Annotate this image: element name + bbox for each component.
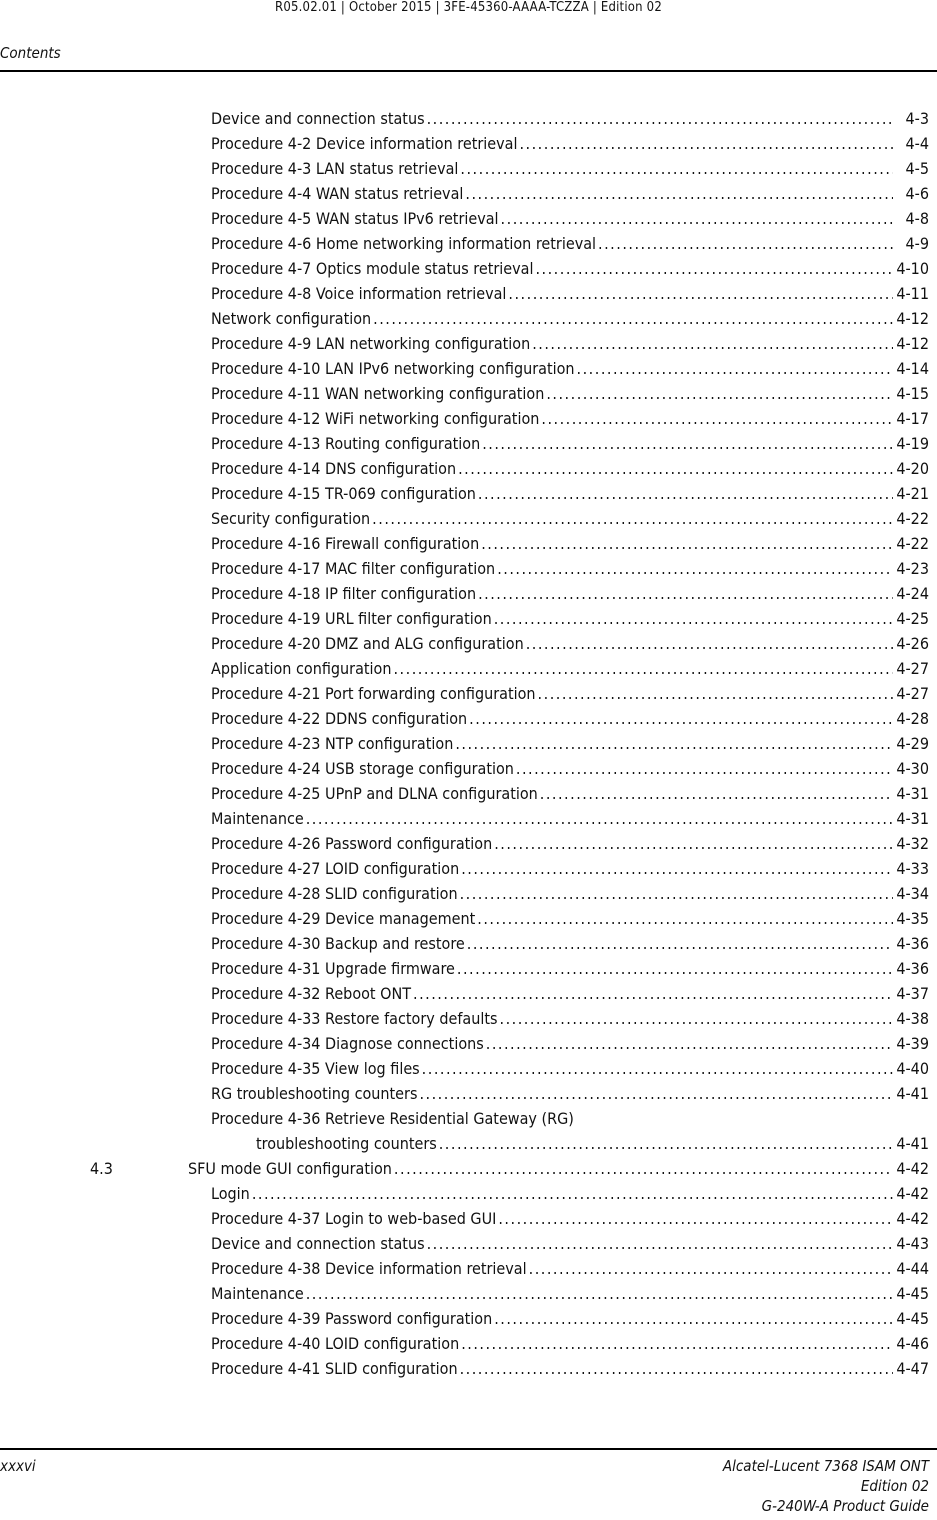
toc-leader-dots <box>427 106 893 131</box>
toc-leader-dots <box>461 1331 893 1356</box>
toc-leader-dots <box>372 506 893 531</box>
toc-page-number: 4-9 <box>905 234 929 253</box>
toc-leader-dots <box>529 1256 893 1281</box>
toc-title: Procedure 4-41 SLID configuration <box>211 1359 458 1378</box>
toc-title: Maintenance <box>211 809 304 828</box>
toc-entry[interactable] <box>0 1106 937 1131</box>
toc-entry[interactable] <box>0 1006 937 1031</box>
toc-title: troubleshooting counters <box>256 1134 437 1153</box>
toc-title: Security configuration <box>211 509 371 528</box>
toc-entry[interactable] <box>0 181 937 206</box>
toc-entry[interactable] <box>0 556 937 581</box>
toc-entry[interactable] <box>0 956 937 981</box>
toc-leader-dots <box>439 1131 893 1156</box>
toc-title: Procedure 4-22 DDNS configuration <box>211 709 468 728</box>
toc-page-number: 4-12 <box>896 334 929 353</box>
footer-edition: Edition 02 <box>860 1477 929 1495</box>
toc-title: Procedure 4-26 Password configuration <box>211 834 493 853</box>
toc-entry[interactable] <box>0 156 937 181</box>
toc-page-number: 4-14 <box>896 359 929 378</box>
toc-leader-dots <box>500 1006 894 1031</box>
toc-leader-dots <box>478 581 893 606</box>
toc-page-number: 4-27 <box>896 684 929 703</box>
toc-leader-dots <box>538 681 893 706</box>
toc-title: RG troubleshooting counters <box>211 1084 418 1103</box>
toc-leader-dots <box>252 1181 893 1206</box>
toc-leader-dots <box>494 1306 893 1331</box>
toc-leader-dots <box>478 481 893 506</box>
toc-leader-dots <box>494 606 893 631</box>
toc-title: Procedure 4-40 LOID configuration <box>211 1334 460 1353</box>
toc-page-number: 4-21 <box>896 484 929 503</box>
toc-leader-dots <box>422 1056 893 1081</box>
toc-leader-dots <box>458 456 893 481</box>
toc-leader-dots <box>457 956 893 981</box>
toc-leader-dots <box>460 156 893 181</box>
toc-page-number: 4-41 <box>896 1134 929 1153</box>
toc-title: Procedure 4-21 Port forwarding configuration <box>211 684 536 703</box>
toc-leader-dots <box>306 1281 893 1306</box>
toc-page-number: 4-41 <box>896 1084 929 1103</box>
toc-leader-dots <box>419 1081 893 1106</box>
toc-section-number: 4.3 <box>90 1159 113 1178</box>
toc-entry[interactable] <box>0 1306 937 1331</box>
toc-title: Procedure 4-29 Device management <box>211 909 476 928</box>
toc-title: Procedure 4-31 Upgrade firmware <box>211 959 455 978</box>
section-header: Contents <box>0 44 61 62</box>
toc-entry[interactable] <box>0 706 937 731</box>
footer-guide: G-240W-A Product Guide <box>761 1497 929 1515</box>
toc-page-number: 4-23 <box>896 559 929 578</box>
toc-title: Device and connection status <box>211 109 425 128</box>
toc-entry[interactable] <box>0 256 937 281</box>
toc-page-number: 4-26 <box>896 634 929 653</box>
toc-title: Maintenance <box>211 1284 304 1303</box>
toc-page-number: 4-34 <box>896 884 929 903</box>
toc-entry[interactable] <box>0 1281 937 1306</box>
toc-entry[interactable] <box>0 806 937 831</box>
toc-title: Procedure 4-24 USB storage configuration <box>211 759 514 778</box>
toc-page-number: 4-3 <box>905 109 929 128</box>
toc-title: Network configuration <box>211 309 372 328</box>
toc-page-number: 4-12 <box>896 309 929 328</box>
toc-leader-dots <box>467 931 893 956</box>
toc-entry[interactable] <box>0 1156 937 1181</box>
toc-title: Procedure 4-32 Reboot ONT <box>211 984 412 1003</box>
toc-leader-dots <box>526 631 893 656</box>
toc-page-number: 4-15 <box>896 384 929 403</box>
toc-leader-dots <box>413 981 893 1006</box>
toc-entry[interactable] <box>0 206 937 231</box>
toc-page-number: 4-4 <box>905 134 929 153</box>
toc-page-number: 4-31 <box>896 784 929 803</box>
toc-leader-dots <box>540 781 893 806</box>
toc-page-number: 4-29 <box>896 734 929 753</box>
toc-entry[interactable] <box>0 1256 937 1281</box>
toc-leader-dots <box>460 1356 893 1381</box>
toc-title: Device and connection status <box>211 1234 425 1253</box>
toc-entry[interactable] <box>0 1031 937 1056</box>
toc-page-number: 4-40 <box>896 1059 929 1078</box>
toc-entry[interactable] <box>0 1056 937 1081</box>
toc-title: Procedure 4-30 Backup and restore <box>211 934 465 953</box>
toc-leader-dots <box>477 906 893 931</box>
toc-leader-dots <box>486 1031 893 1056</box>
toc-leader-dots <box>460 881 893 906</box>
toc-page-number: 4-39 <box>896 1034 929 1053</box>
toc-title: Procedure 4-7 Optics module status retrieval <box>211 259 534 278</box>
toc-entry[interactable] <box>0 506 937 531</box>
toc-leader-dots <box>501 206 893 231</box>
toc-title: Procedure 4-10 LAN IPv6 networking configuration <box>211 359 575 378</box>
toc-entry[interactable] <box>0 856 937 881</box>
toc-leader-dots <box>532 331 893 356</box>
toc-leader-dots <box>498 1206 893 1231</box>
toc-entry[interactable] <box>0 1181 937 1206</box>
toc-entry[interactable] <box>0 681 937 706</box>
toc-leader-dots <box>455 731 893 756</box>
toc-page-number: 4-10 <box>896 259 929 278</box>
toc-title: Procedure 4-19 URL filter configuration <box>211 609 492 628</box>
toc-entry[interactable] <box>0 656 937 681</box>
toc-entry[interactable] <box>0 306 937 331</box>
toc-leader-dots <box>516 756 893 781</box>
toc-entry[interactable] <box>0 756 937 781</box>
toc-title: Procedure 4-38 Device information retrieval <box>211 1259 527 1278</box>
toc-title: SFU mode GUI configuration <box>188 1159 392 1178</box>
toc-title: Procedure 4-25 UPnP and DLNA configuration <box>211 784 538 803</box>
toc-title: Procedure 4-11 WAN networking configuration <box>211 384 545 403</box>
toc-leader-dots <box>598 231 893 256</box>
toc-page-number: 4-8 <box>905 209 929 228</box>
toc-entry[interactable] <box>0 481 937 506</box>
toc-page-number: 4-45 <box>896 1309 929 1328</box>
toc-leader-dots <box>497 556 893 581</box>
toc-page-number: 4-6 <box>905 184 929 203</box>
toc-entry[interactable] <box>0 881 937 906</box>
toc-title: Procedure 4-23 NTP configuration <box>211 734 454 753</box>
toc-leader-dots <box>546 381 893 406</box>
toc-entry[interactable] <box>0 406 937 431</box>
toc-page-number: 4-11 <box>896 284 929 303</box>
toc-title: Procedure 4-12 WiFi networking configuration <box>211 409 540 428</box>
footer-document-info <box>723 1456 929 1516</box>
toc-page-number: 4-42 <box>896 1159 929 1178</box>
toc-page-number: 4-25 <box>896 609 929 628</box>
toc-title: Procedure 4-15 TR-069 configuration <box>211 484 476 503</box>
toc-page-number: 4-47 <box>896 1359 929 1378</box>
toc-leader-dots <box>508 281 893 306</box>
toc-title: Procedure 4-35 View log files <box>211 1059 420 1078</box>
toc-leader-dots <box>394 1156 893 1181</box>
toc-title: Procedure 4-5 WAN status IPv6 retrieval <box>211 209 499 228</box>
toc-title: Login <box>211 1184 250 1203</box>
toc-entry[interactable] <box>0 981 937 1006</box>
toc-entry[interactable] <box>0 356 937 381</box>
toc-entry[interactable] <box>0 531 937 556</box>
toc-entry[interactable] <box>0 631 937 656</box>
toc-leader-dots <box>461 856 893 881</box>
toc-entry[interactable] <box>0 106 937 131</box>
header-rule <box>0 70 937 72</box>
toc-entry[interactable] <box>0 456 937 481</box>
toc-title: Procedure 4-27 LOID configuration <box>211 859 460 878</box>
toc-leader-dots <box>306 806 893 831</box>
toc-title: Procedure 4-17 MAC filter configuration <box>211 559 496 578</box>
toc-title: Application configuration <box>211 659 392 678</box>
toc-entry[interactable] <box>0 281 937 306</box>
toc-title: Procedure 4-2 Device information retrieval <box>211 134 518 153</box>
toc-title: Procedure 4-3 LAN status retrieval <box>211 159 459 178</box>
toc-page-number: 4-42 <box>896 1209 929 1228</box>
toc-leader-dots <box>541 406 893 431</box>
toc-entry[interactable] <box>0 731 937 756</box>
toc-page-number: 4-27 <box>896 659 929 678</box>
toc-entry[interactable] <box>0 131 937 156</box>
toc-title: Procedure 4-37 Login to web-based GUI <box>211 1209 497 1228</box>
toc-title: Procedure 4-16 Firewall configuration <box>211 534 480 553</box>
toc-title: Procedure 4-33 Restore factory defaults <box>211 1009 498 1028</box>
toc-page-number: 4-38 <box>896 1009 929 1028</box>
toc-title: Procedure 4-20 DMZ and ALG configuration <box>211 634 524 653</box>
footer-rule <box>0 1448 937 1450</box>
toc-title: Procedure 4-39 Password configuration <box>211 1309 493 1328</box>
toc-entry[interactable] <box>0 781 937 806</box>
toc-page-number: 4-5 <box>905 159 929 178</box>
toc-page-number: 4-36 <box>896 934 929 953</box>
toc-title: Procedure 4-28 SLID configuration <box>211 884 458 903</box>
toc-page-number: 4-22 <box>896 534 929 553</box>
toc-entry[interactable] <box>0 931 937 956</box>
toc-leader-dots <box>393 656 893 681</box>
toc-page-number: 4-32 <box>896 834 929 853</box>
toc-page-number: 4-20 <box>896 459 929 478</box>
toc-title: Procedure 4-34 Diagnose connections <box>211 1034 484 1053</box>
toc-page-number: 4-33 <box>896 859 929 878</box>
toc-entry[interactable] <box>0 331 937 356</box>
toc-page-number: 4-31 <box>896 809 929 828</box>
toc-page-number: 4-35 <box>896 909 929 928</box>
toc-title: Procedure 4-6 Home networking information retrieval <box>211 234 597 253</box>
toc-page-number: 4-30 <box>896 759 929 778</box>
footer-product: Alcatel-Lucent 7368 ISAM ONT <box>722 1457 929 1475</box>
toc-title: Procedure 4-36 Retrieve Residential Gateway (RG) <box>211 1109 574 1128</box>
toc-page-number: 4-44 <box>896 1259 929 1278</box>
toc-entry[interactable] <box>0 1356 937 1381</box>
toc-leader-dots <box>469 706 893 731</box>
toc-leader-dots <box>427 1231 893 1256</box>
toc-entry[interactable] <box>0 606 937 631</box>
toc-title: Procedure 4-9 LAN networking configuration <box>211 334 531 353</box>
toc-page-number: 4-36 <box>896 959 929 978</box>
toc-page-number: 4-42 <box>896 1184 929 1203</box>
toc-leader-dots <box>494 831 893 856</box>
footer-page-number: xxxvi <box>0 1457 36 1475</box>
toc-page-number: 4-45 <box>896 1284 929 1303</box>
toc-page-number: 4-17 <box>896 409 929 428</box>
toc-page-number: 4-24 <box>896 584 929 603</box>
toc-title: Procedure 4-14 DNS configuration <box>211 459 457 478</box>
toc-entry[interactable] <box>0 381 937 406</box>
toc-entry[interactable] <box>0 1206 937 1231</box>
toc-leader-dots <box>519 131 893 156</box>
toc-title: Procedure 4-13 Routing configuration <box>211 434 481 453</box>
toc-leader-dots <box>535 256 893 281</box>
toc-page-number: 4-46 <box>896 1334 929 1353</box>
toc-page-number: 4-43 <box>896 1234 929 1253</box>
toc-entry[interactable] <box>0 431 937 456</box>
toc-leader-dots <box>481 531 893 556</box>
toc-leader-dots <box>373 306 893 331</box>
toc-title: Procedure 4-18 IP filter configuration <box>211 584 477 603</box>
toc-page-number: 4-37 <box>896 984 929 1003</box>
toc-leader-dots <box>465 181 893 206</box>
toc-leader-dots <box>482 431 893 456</box>
toc-entry[interactable] <box>0 1131 937 1156</box>
toc-title: Procedure 4-4 WAN status retrieval <box>211 184 464 203</box>
toc-page-number: 4-19 <box>896 434 929 453</box>
release-line: R05.02.01 | October 2015 | 3FE-45360-AAAA-TCZZA | Edition 02 <box>275 0 662 15</box>
toc-entry[interactable] <box>0 1231 937 1256</box>
toc-entry[interactable] <box>0 831 937 856</box>
toc-entry[interactable] <box>0 1081 937 1106</box>
toc-entry[interactable] <box>0 1331 937 1356</box>
toc-entry[interactable] <box>0 906 937 931</box>
toc-entry[interactable] <box>0 231 937 256</box>
toc-page-number: 4-28 <box>896 709 929 728</box>
toc-page-number: 4-22 <box>896 509 929 528</box>
toc-leader-dots <box>577 356 893 381</box>
toc-title: Procedure 4-8 Voice information retrieval <box>211 284 507 303</box>
toc-entry[interactable] <box>0 581 937 606</box>
